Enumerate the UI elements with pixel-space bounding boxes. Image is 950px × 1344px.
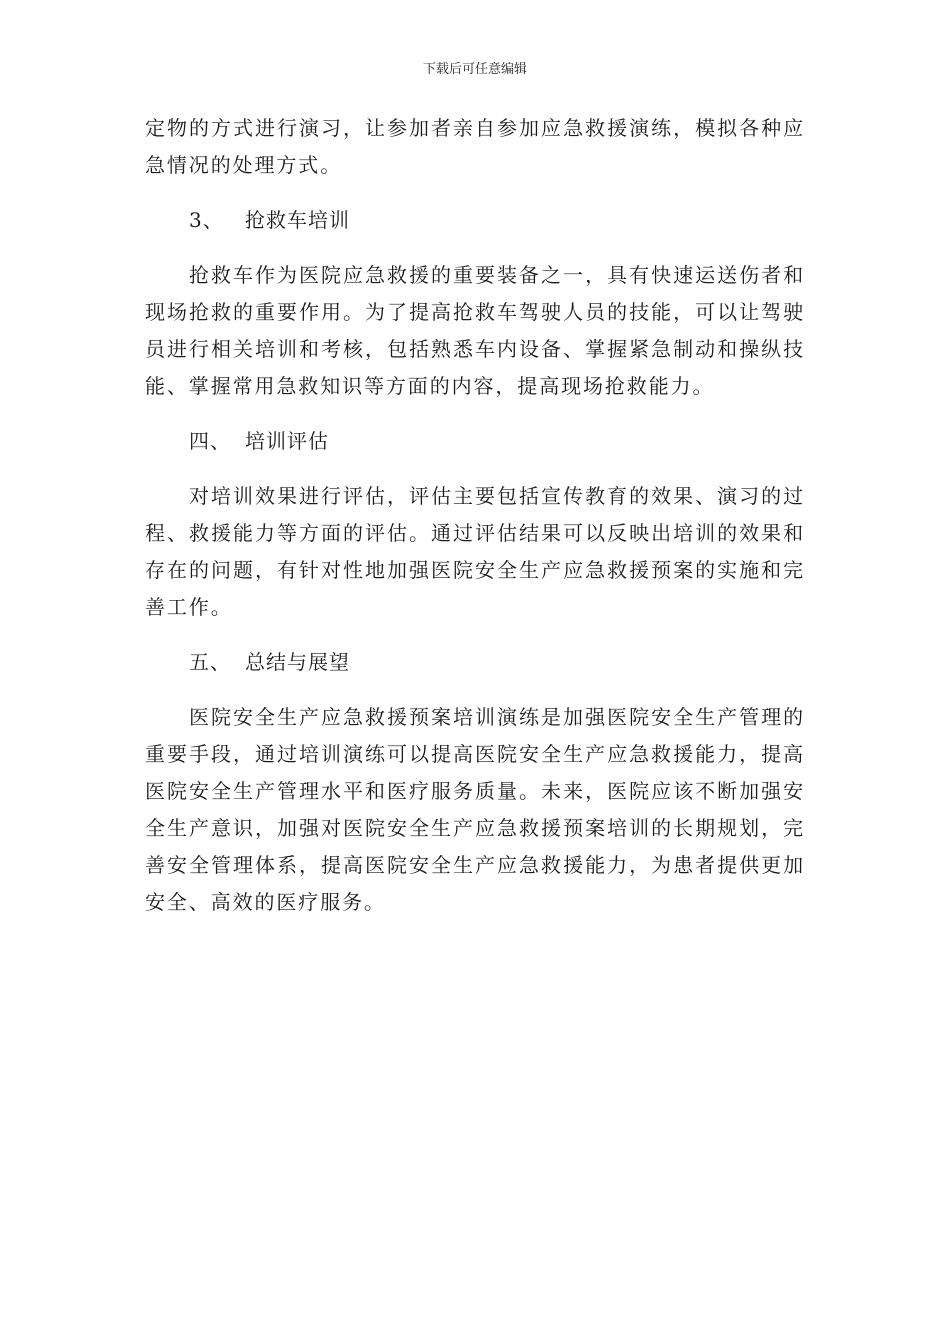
section-heading-summary-outlook — [145, 644, 805, 681]
paragraph-training-evaluation: 对培训效果进行评估，评估主要包括宣传教育的效果、演习的过程、救援能力等方面的评估。通过评估结果可以反映出培训的效果和存在的问题，有针对性地加强医院安全生产应急救援预案的实施和完善工作。 — [145, 484, 805, 619]
section-heading-training-evaluation — [145, 423, 805, 460]
paragraph-ambulance-training: 抢救车作为医院应急救援的重要装备之一，具有快速运送伤者和现场抢救的重要作用。为了提高抢救车驾驶人员的技能，可以让驾驶员进行相关培训和考核，包括熟悉车内设备、掌握紧急制动和操纵技能、掌握常用急救知识等方面的内容，提高现场抢救能力。 — [145, 263, 805, 398]
section-title: 抢救车培训 — [245, 208, 350, 232]
section-number: 3、 — [189, 208, 224, 232]
section-number: 五、 — [189, 650, 231, 674]
section-title: 总结与展望 — [245, 650, 350, 674]
document-body — [145, 110, 805, 921]
header-note: 下载后可任意编辑 — [422, 62, 527, 77]
section-number: 四、 — [189, 429, 231, 453]
paragraph-summary-outlook: 医院安全生产应急救援预案培训演练是加强医院安全生产管理的重要手段，通过培训演练可以提高医院安全生产应急救援能力，提高医院安全生产管理水平和医疗服务质量。未来，医院应该不断加强安全生产意识，加强对医院安全生产应急救援预案培训的长期规划，完善安全管理体系，提高医院安全生产应急救援能力，为患者提供更加安全、高效的医疗服务。 — [145, 705, 805, 914]
section-heading-ambulance-training — [145, 202, 805, 239]
paragraph-continued: 定物的方式进行演习，让参加者亲自参加应急救援演练，模拟各种应急情况的处理方式。 — [145, 116, 805, 177]
section-title: 培训评估 — [245, 429, 329, 453]
